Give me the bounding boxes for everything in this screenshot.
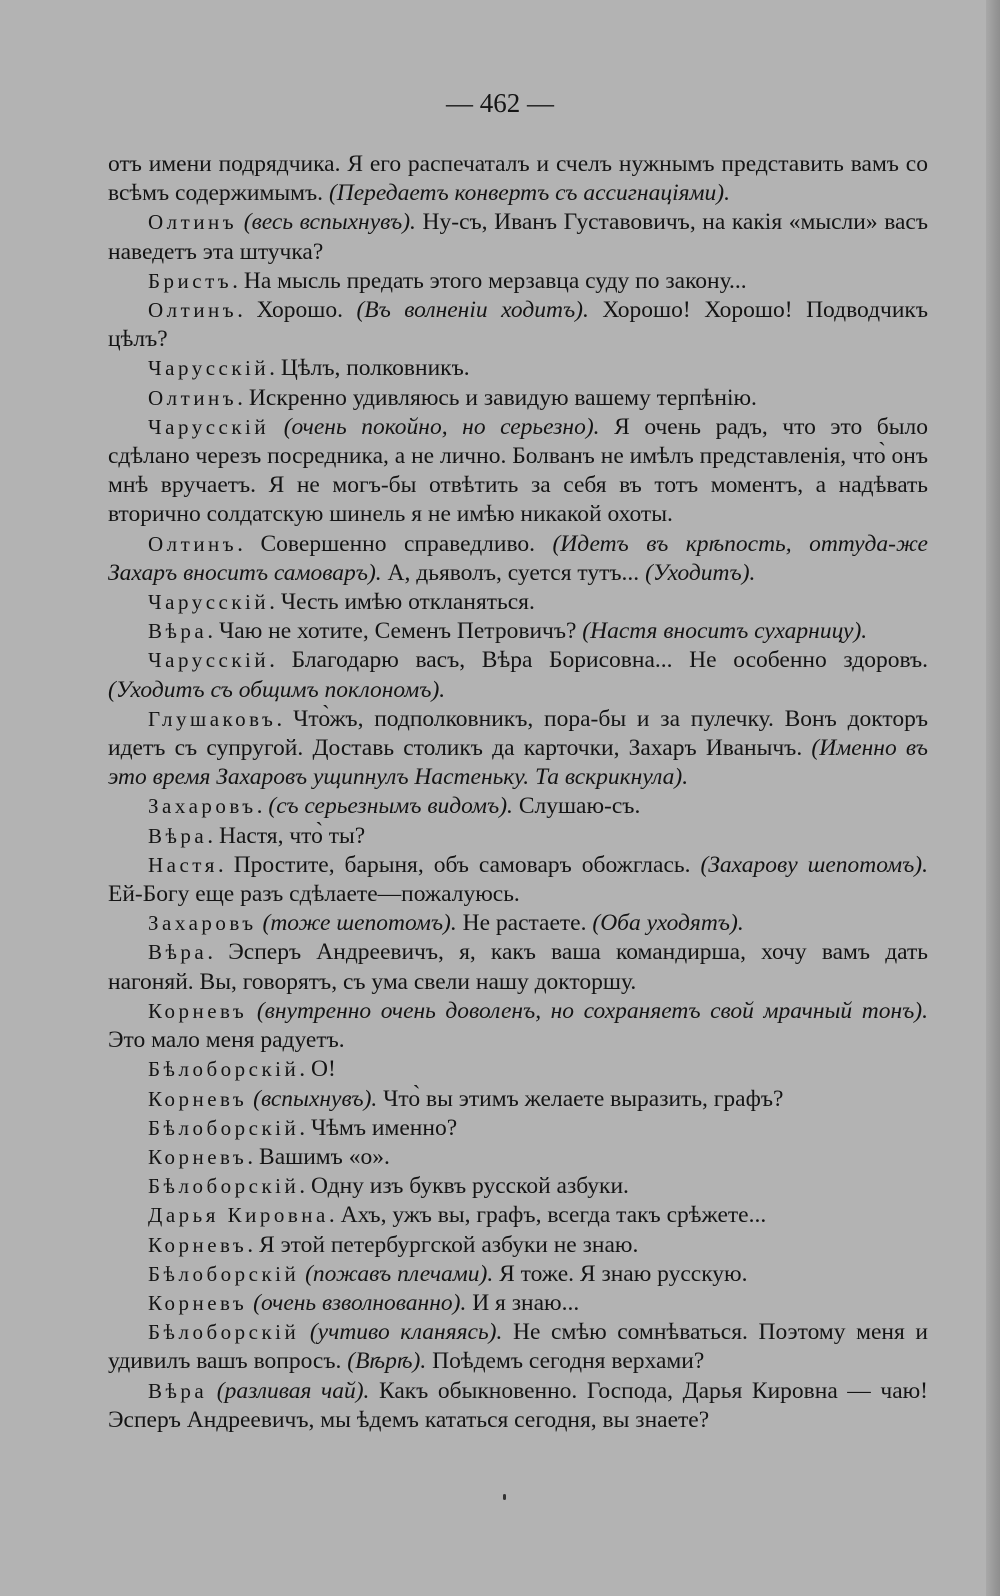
stage-direction: (внутренно очень доволенъ, но сохраняетъ свой мрачный тонъ).: [256, 997, 929, 1024]
paragraph: [108, 208, 928, 266]
speaker-name: Вѣра: [148, 619, 208, 644]
speaker-name: Олтинъ: [148, 531, 238, 556]
dialogue-text: Какъ обыкновенно. Господа, Дарья Кировна — чаю! Эсперъ Андреевичъ, мы ѣдемъ кататься сегодня, вы знаете?: [108, 1377, 929, 1433]
speaker-name: Бристъ: [148, 268, 233, 293]
dialogue-text: Хорошо! Хорошо! Подводчикъ цѣлъ?: [108, 297, 928, 353]
stage-direction: (Захарову шепотомъ).: [700, 851, 928, 878]
paragraph: [108, 150, 928, 208]
speaker-name: Бѣлоборскій: [148, 1057, 300, 1082]
stage-direction: (пожавъ плечами).: [305, 1260, 494, 1287]
paragraph: [108, 822, 928, 851]
speaker-name: Корневъ: [148, 1144, 248, 1169]
dialogue-text: отъ имени подрядчика. Я его распечаталъ и счелъ нужнымъ представить вамъ со всѣмъ содержимымъ.: [108, 151, 928, 207]
paragraph: [108, 413, 928, 530]
stage-direction: (Вѣрѣ).: [347, 1348, 427, 1375]
speaker-name: Бѣлоборскій: [148, 1115, 300, 1140]
speaker-name: Олтинъ: [148, 298, 238, 323]
speaker-name: Вѣра: [148, 1378, 208, 1403]
dialogue-text: Поѣдемъ сегодня верхами?: [426, 1348, 705, 1375]
speaker-name: Корневъ: [148, 1232, 248, 1257]
paragraph: [108, 1260, 928, 1289]
dialogue-text: . Одну изъ буквъ русской азбуки.: [299, 1173, 629, 1200]
speaker-name: Настя: [148, 852, 218, 877]
paragraph: [108, 384, 928, 413]
dialogue-text: . Честь имѣю откланяться.: [269, 589, 535, 616]
stage-direction: (учтиво кланяясь).: [309, 1319, 503, 1346]
paragraph: [108, 1377, 928, 1435]
speaker-name: Вѣра: [148, 940, 208, 965]
dialogue-text: . Хорошо.: [237, 297, 357, 324]
dialogue-text: Я тоже. Я знаю русскую.: [493, 1260, 748, 1287]
speaker-name: Захаровъ: [148, 794, 257, 819]
dialogue-text: Я очень радъ, что это было сдѣлано черезъ посредника, а не лично. Болванъ не имѣлъ представленія, что̀ онъ мнѣ вручаетъ. Я не могъ-бы отвѣтить за себя въ тотъ моментъ, а надѣвать вторично солдатскую шинель я не имѣю никакой охоты.: [108, 413, 928, 528]
paragraph: [108, 588, 928, 617]
speaker-name: Олтинъ: [148, 385, 238, 410]
paragraph: [108, 1172, 928, 1201]
speaker-name: Корневъ: [148, 1086, 248, 1111]
page-text: [108, 150, 928, 1435]
paragraph: [108, 354, 928, 383]
paragraph: [108, 530, 928, 588]
paragraph: [108, 646, 928, 704]
paragraph: [108, 1143, 928, 1172]
speaker-name: Чарусскій: [148, 590, 270, 615]
dialogue-text: . На мысль предать этого мерзавца суду по закону...: [232, 267, 747, 294]
dialogue-text: . Благодарю васъ, Вѣра Борисовна... Не особенно здоровъ.: [269, 647, 928, 674]
page-number: — 462 —: [446, 88, 554, 118]
dialogue-text: И я знаю...: [466, 1289, 580, 1316]
dialogue-text: . Чѣмъ именно?: [299, 1114, 458, 1141]
dialogue-text: . Что̀жъ, подполковникъ, пора-бы и за пулечку. Вонъ докторъ идетъ съ супругой. Доставь столикъ да карточки, Захаръ Иванычъ.: [108, 705, 928, 762]
stage-direction: (очень взволнованно).: [253, 1289, 467, 1316]
ink-speck: [503, 1494, 506, 1500]
paragraph: [108, 1085, 928, 1114]
paragraph: [108, 997, 928, 1055]
dialogue-text: . Простите, барыня, объ самоваръ обожглась.: [217, 851, 701, 878]
dialogue-text: Ей-Богу еще разъ сдѣлаете—пожалуюсь.: [108, 881, 520, 908]
stage-direction: (тоже шепотомъ).: [262, 910, 457, 937]
speaker-name: Вѣра: [148, 823, 208, 848]
dialogue-text: Ну-съ, Иванъ Густавовичъ, на какія «мысли» васъ наведетъ эта штучка?: [108, 209, 928, 265]
speaker-name: Корневъ: [148, 1290, 248, 1315]
paragraph: [108, 1318, 928, 1376]
speaker-name: Чарусскій: [148, 356, 270, 381]
speaker-name: Корневъ: [148, 998, 248, 1023]
stage-direction: (Настя вноситъ сухарницу).: [582, 618, 868, 645]
dialogue-text: . Я этой петербургской азбуки не знаю.: [247, 1231, 639, 1258]
paragraph: [108, 296, 928, 354]
paragraph: [108, 1231, 928, 1260]
stage-direction: (Въ волненіи ходитъ).: [356, 297, 589, 324]
dialogue-text: . Эсперъ Андреевичъ, я, какъ ваша командирша, хочу вамъ дать нагоняй. Вы, говорятъ, съ ума свели нашу докторшу.: [108, 939, 928, 995]
dialogue-text: [237, 209, 244, 235]
paragraph: [108, 1289, 928, 1318]
speaker-name: Чарусскій: [148, 648, 270, 673]
stage-direction: (очень покойно, но серьезно).: [283, 413, 600, 440]
speaker-name: Чарусскій: [148, 414, 270, 439]
paragraph: [108, 909, 928, 938]
paragraph: [108, 1055, 928, 1084]
paragraph: [108, 792, 928, 821]
stage-direction: (разливая чай).: [216, 1377, 370, 1404]
speaker-name: Захаровъ: [148, 911, 257, 936]
dialogue-text: .: [256, 793, 269, 820]
dialogue-text: . Искренно удивляюсь и завидую вашему терпѣнію.: [237, 384, 757, 411]
dialogue-text: [269, 414, 284, 440]
stage-direction: (вспыхнувъ).: [253, 1085, 378, 1112]
dialogue-text: Что̀ вы этимъ желаете выразить, графъ?: [377, 1085, 784, 1112]
dialogue-text: . Настя, что̀ ты?: [207, 822, 366, 849]
stage-direction: (Оба уходятъ).: [592, 910, 744, 937]
stage-direction: (Уходитъ).: [645, 559, 756, 586]
paragraph: [108, 705, 928, 793]
dialogue-text: Слушаю-съ.: [512, 793, 641, 820]
speaker-name: Бѣлоборскій: [148, 1174, 300, 1199]
dialogue-text: Не растаете.: [456, 910, 593, 937]
dialogue-text: . О!: [299, 1056, 336, 1083]
dialogue-text: . Вашимъ «о».: [247, 1143, 390, 1170]
dialogue-text: Это мало меня радуетъ.: [108, 1027, 345, 1054]
dialogue-text: А, дьяволъ, суется тутъ...: [381, 559, 646, 586]
paragraph: [108, 938, 928, 996]
stage-direction: (весь вспыхнувъ).: [243, 209, 416, 236]
stage-direction: (Уходитъ съ общимъ поклономъ).: [108, 676, 446, 703]
paragraph: [108, 617, 928, 646]
paragraph: [108, 851, 928, 909]
dialogue-text: . Ахъ, ужъ вы, графъ, всегда такъ срѣжете...: [328, 1202, 767, 1229]
speaker-name: Глушаковъ: [148, 706, 277, 731]
paragraph: [108, 1201, 928, 1230]
dialogue-text: . Чаю не хотите, Семенъ Петровичъ?: [207, 618, 583, 645]
speaker-name: Бѣлоборскій: [148, 1261, 300, 1286]
paragraph: [108, 267, 928, 296]
dialogue-text: [299, 1319, 310, 1345]
stage-direction: (Именно въ это время Захаровъ ущипнулъ Настеньку. Та вскрикнула).: [108, 735, 928, 791]
stage-direction: (съ серьезнымъ видомъ).: [268, 793, 513, 820]
dialogue-text: . Совершенно справедливо.: [237, 530, 553, 557]
dialogue-text: Не смѣю сомнѣваться. Поэтому меня и удивилъ вашъ вопросъ.: [108, 1319, 928, 1375]
speaker-name: Олтинъ: [148, 210, 238, 235]
dialogue-text: [207, 1378, 217, 1404]
speaker-name: Бѣлоборскій: [148, 1320, 300, 1345]
paragraph: [108, 1114, 928, 1143]
stage-direction: (Передаетъ конвертъ съ ассигнаціями).: [328, 180, 730, 207]
stage-direction: (Идетъ въ крѣпость, оттуда-же Захаръ вноситъ самоваръ).: [108, 530, 928, 586]
speaker-name: Дарья Кировна: [148, 1203, 329, 1228]
dialogue-text: [247, 998, 257, 1024]
dialogue-text: . Цѣлъ, полковникъ.: [269, 355, 470, 382]
